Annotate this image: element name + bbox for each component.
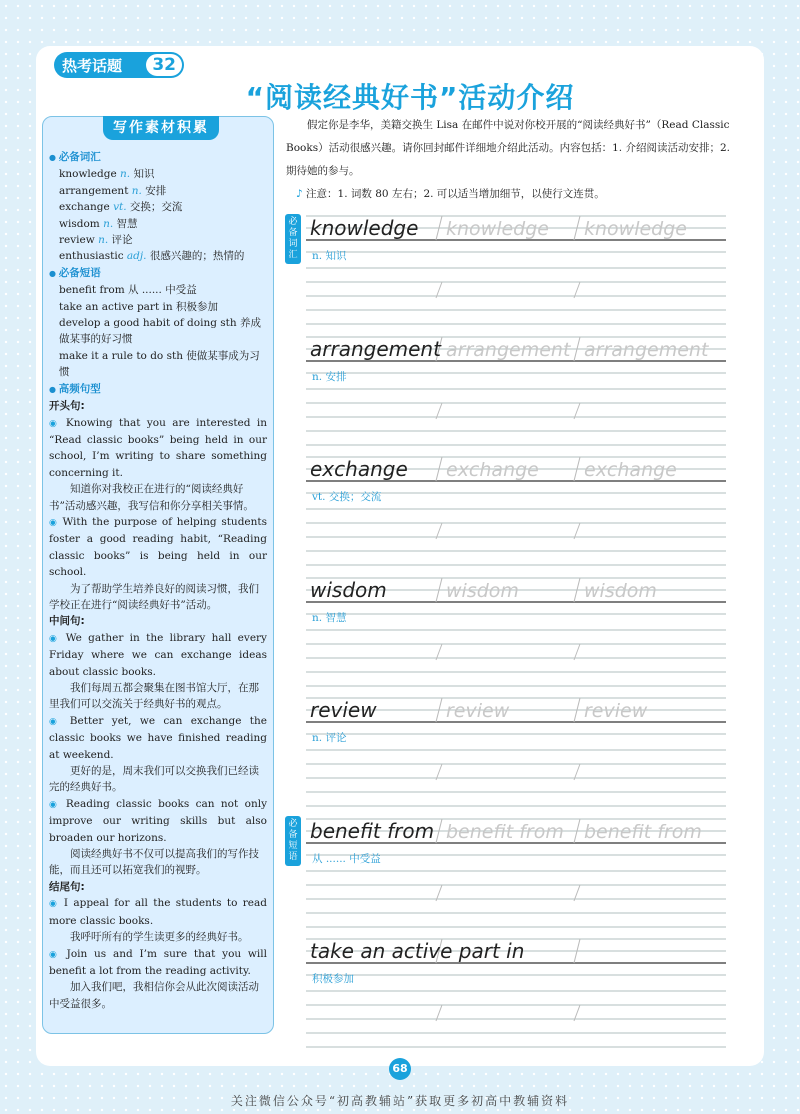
- page-number: 68: [389, 1058, 411, 1080]
- sentence-en: [49, 415, 267, 482]
- vocab-meaning: 安排: [145, 184, 167, 197]
- practice-gloss: 从 ...... 中受益: [312, 852, 381, 865]
- vocab-item: [49, 248, 267, 264]
- vocab-list: [49, 166, 267, 264]
- slash-mark: [574, 764, 580, 780]
- trace-word: exchange: [446, 459, 539, 481]
- phrase-item: develop a good habit of doing sth 养成做某事的好习惯: [59, 317, 261, 346]
- sentence-en-text: Better yet, we can exchange the classic books we have finished reading at weekend.: [49, 714, 268, 761]
- vocab-pos: n.: [103, 217, 117, 230]
- middle-label: 中间句:: [49, 615, 85, 628]
- sentence-bullet-icon: ◉: [49, 949, 67, 960]
- vocab-word: knowledge: [59, 168, 121, 181]
- phrase-heading: ● 必备短语: [49, 265, 267, 282]
- phrase-item: benefit from 从 ...... 中受益: [59, 284, 197, 297]
- vocab-meaning: 评论: [111, 234, 133, 247]
- sentence-en-text: Knowing that you are interested in “Read classic books” being held in our school, I’m writing to share something concerning it.: [49, 416, 268, 479]
- practice-gloss: n. 安排: [312, 370, 347, 383]
- prompt-note-text: 注意：1. 词数 80 左右；2. 可以适当增加细节，以使行文连贯。: [306, 188, 605, 200]
- practice-word: exchange: [310, 457, 408, 481]
- practice-block: [306, 333, 726, 451]
- sentence-bullet-icon: ◉: [49, 517, 63, 528]
- vocab-word: review: [59, 234, 99, 247]
- trace-word: exchange: [584, 459, 677, 481]
- vocab-pos: n.: [120, 168, 134, 181]
- topic-badge-label: 热考话题: [62, 56, 123, 75]
- sentence-bullet-icon: ◉: [49, 418, 66, 429]
- practice-block: [306, 935, 726, 1053]
- sentence-heading: ● 高频句型: [49, 381, 267, 398]
- phrase-item: make it a rule to do sth 使做某事成为习惯: [59, 349, 260, 379]
- vocab-meaning: 知识: [133, 168, 155, 181]
- trace-word: wisdom: [446, 579, 519, 602]
- trace-word: benefit from: [446, 820, 564, 843]
- topic-badge: [54, 52, 184, 78]
- middle-sentences: [49, 630, 267, 879]
- ending-label: 结尾句:: [49, 880, 85, 893]
- slash-mark: [436, 1005, 442, 1021]
- practice-gloss: n. 智慧: [312, 611, 347, 624]
- vocab-meaning: 交换；交流: [129, 201, 183, 214]
- practice-word: arrangement: [310, 336, 441, 361]
- trace-word: review: [584, 700, 648, 722]
- vocab-pos: n.: [98, 234, 112, 247]
- sentence-bullet-icon: ◉: [49, 799, 66, 810]
- vocab-pos: n.: [131, 184, 146, 197]
- trace-word: wisdom: [584, 579, 657, 602]
- slash-mark: [574, 523, 580, 539]
- practice-word: wisdom: [310, 577, 387, 602]
- sentence-zh: 我呼吁所有的学生读更多的经典好书。: [70, 931, 249, 944]
- trace-word: arrangement: [584, 338, 709, 361]
- sentence-zh: 阅读经典好书不仅可以提高我们的写作技能，而且还可以拓宽我们的视野。: [49, 848, 259, 877]
- practice-word: review: [310, 698, 377, 722]
- vocab-item: [49, 166, 267, 182]
- slash-mark: [436, 644, 442, 660]
- sentence-zh: 更好的是，周末我们可以交换我们已经读完的经典好书。: [49, 765, 259, 794]
- sentence-en-text: Reading classic books can not only improve our writing skills but also broaden our horizons.: [49, 797, 267, 844]
- practice-gloss: n. 评论: [312, 732, 347, 744]
- vocab-word: enthusiastic: [59, 250, 127, 263]
- vocab-side-label: 必备词汇: [285, 214, 301, 264]
- footer-note: 关注微信公众号“初高教辅站”获取更多初高中教辅资料: [230, 1094, 570, 1108]
- sentence-en: [49, 796, 267, 846]
- sentence-en-text: Join us and I’m sure that you will benefit a lot from the reading activity.: [49, 947, 267, 977]
- vocab-word: arrangement: [59, 184, 132, 197]
- slash-mark: [574, 644, 580, 660]
- sentence-en: [49, 630, 267, 680]
- sentence-en: [49, 946, 267, 980]
- sentence-en: [49, 713, 267, 763]
- practice-block: [306, 453, 726, 571]
- sentence-en-text: I appeal for all the students to read more classic books.: [49, 897, 267, 927]
- slash-mark: [436, 885, 442, 901]
- sentence-en-text: We gather in the library hall every Friday where we can exchange ideas about classic books.: [49, 631, 267, 678]
- practice-block: [306, 694, 726, 812]
- phrase-list: [49, 282, 267, 380]
- prompt-note: [286, 183, 736, 206]
- phrase-item: take an active part in 积极参加: [59, 300, 218, 313]
- practice-word: take an active part in: [310, 939, 525, 963]
- prompt-text: 假定你是李华，美籍交换生 Lisa 在邮件中说对你校开展的“阅读经典好书”（Read Classic Books）活动很感兴趣。请你回封邮件详细地介绍此活动。内容包括：1. 介绍阅读活动安排；2. 期待她的参与。: [286, 119, 730, 177]
- practice-block: [306, 574, 726, 692]
- opening-label: 开头句:: [49, 400, 85, 413]
- trace-word: benefit from: [584, 820, 702, 843]
- vocab-item: [49, 199, 267, 215]
- sentence-bullet-icon: ◉: [49, 716, 70, 727]
- vocab-item: [49, 183, 267, 199]
- slash-mark: [574, 1005, 580, 1021]
- practice-block: [306, 212, 726, 330]
- vocab-word: exchange: [59, 201, 114, 214]
- sentence-bullet-icon: ◉: [49, 899, 64, 910]
- practice-word: benefit from: [310, 818, 435, 843]
- sentence-zh: 我们每周五都会聚集在图书馆大厅，在那里我们可以交流关于经典好书的观点。: [49, 682, 259, 711]
- practice-block: [306, 815, 726, 933]
- practice-gloss: n. 知识: [312, 250, 347, 262]
- practice-gloss: vt. 交换；交流: [312, 491, 382, 503]
- trace-word: knowledge: [446, 218, 549, 240]
- page-title: “阅读经典好书”活动介绍: [245, 81, 575, 114]
- panel-title: 写作素材积累: [103, 116, 219, 140]
- opening-sentences: [49, 415, 267, 614]
- practice-gloss: 积极参加: [312, 973, 354, 985]
- vocab-word: wisdom: [59, 217, 104, 230]
- sentence-en: [49, 514, 267, 581]
- vocab-meaning: 智慧: [116, 217, 138, 230]
- sentence-zh: 加入我们吧，我相信你会从此次阅读活动中受益很多。: [49, 981, 259, 1010]
- writing-prompt: [286, 114, 736, 206]
- bell-icon: ♪: [296, 188, 303, 200]
- phrase-side-label: 必备短语: [285, 816, 301, 866]
- trace-word: knowledge: [584, 218, 687, 240]
- sentence-bullet-icon: ◉: [49, 633, 66, 644]
- vocab-pos: vt.: [113, 201, 130, 214]
- sentence-zh: 为了帮助学生培养良好的阅读习惯，我们学校正在进行“阅读经典好书”活动。: [49, 582, 259, 611]
- sentence-en: [49, 895, 267, 929]
- vocab-item: [49, 232, 267, 248]
- vocab-item: [49, 216, 267, 232]
- slash-mark: [436, 523, 442, 539]
- sentence-zh: 知道你对我校正在进行的“阅读经典好书”活动感兴趣，我写信和你分享相关事情。: [49, 483, 254, 512]
- ending-sentences: [49, 895, 267, 1012]
- sentence-en-text: With the purpose of helping students foster a good reading habit, “Reading classic books” is being held in our school.: [49, 515, 267, 579]
- slash-mark: [436, 764, 442, 780]
- trace-word: review: [446, 700, 510, 722]
- practice-word: knowledge: [310, 216, 419, 240]
- slash-mark: [574, 885, 580, 901]
- trace-word: arrangement: [446, 338, 571, 361]
- vocab-pos: adj.: [126, 250, 150, 263]
- topic-number: 32: [146, 54, 182, 76]
- writing-material-panel: [42, 116, 274, 1034]
- vocab-heading: ● 必备词汇: [49, 149, 267, 166]
- vocab-meaning: 很感兴趣的；热情的: [149, 250, 245, 263]
